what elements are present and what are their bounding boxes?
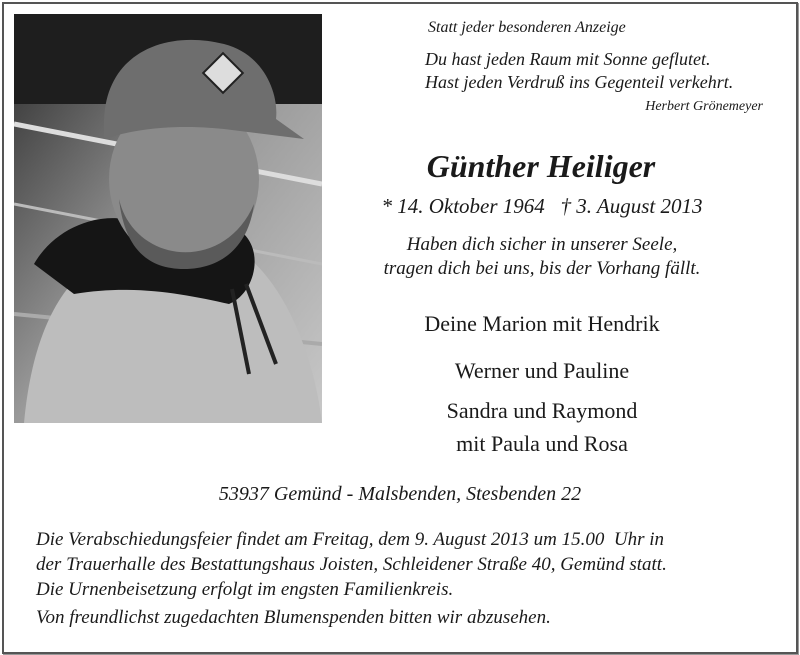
detail-line: der Trauerhalle des Bestattungshaus Joisten, Schleidener Straße 40, Gemünd statt. (36, 554, 667, 575)
detail-line: Die Urnenbeisetzung erfolgt im engsten Familienkreis. (36, 579, 454, 600)
verse-line: tragen dich bei uns, bis der Vorhang fällt. (383, 258, 701, 279)
detail-line: Von freundlichst zugedachten Blumenspenden bitten wir abzusehen. (36, 607, 551, 628)
mourner-line: Deine Marion mit Hendrik (424, 311, 660, 336)
life-dates: * 14. Oktober 1964 † 3. August 2013 (381, 194, 703, 218)
mourner-line: mit Paula und Rosa (456, 431, 628, 456)
verse-line: Haben dich sicher in unserer Seele, (406, 234, 678, 255)
quote-author: Herbert Grönemeyer (645, 99, 763, 114)
mourner-line: Werner und Pauline (454, 358, 630, 383)
notice-header: Statt jeder besonderen Anzeige (428, 19, 626, 36)
mourner-line: Sandra und Raymond (446, 398, 638, 423)
quote-line: Du hast jeden Raum mit Sonne geflutet. (425, 49, 711, 69)
address: 53937 Gemünd - Malsbenden, Stesbenden 22 (218, 483, 582, 505)
portrait-photo (14, 14, 322, 423)
deceased-name: Günther Heiliger (426, 148, 656, 184)
detail-line: Die Verabschiedungsfeier findet am Freitag, dem 9. August 2013 um 15.00 Uhr in (36, 529, 664, 550)
quote-line: Hast jeden Verdruß ins Gegenteil verkehrt. (425, 72, 734, 92)
